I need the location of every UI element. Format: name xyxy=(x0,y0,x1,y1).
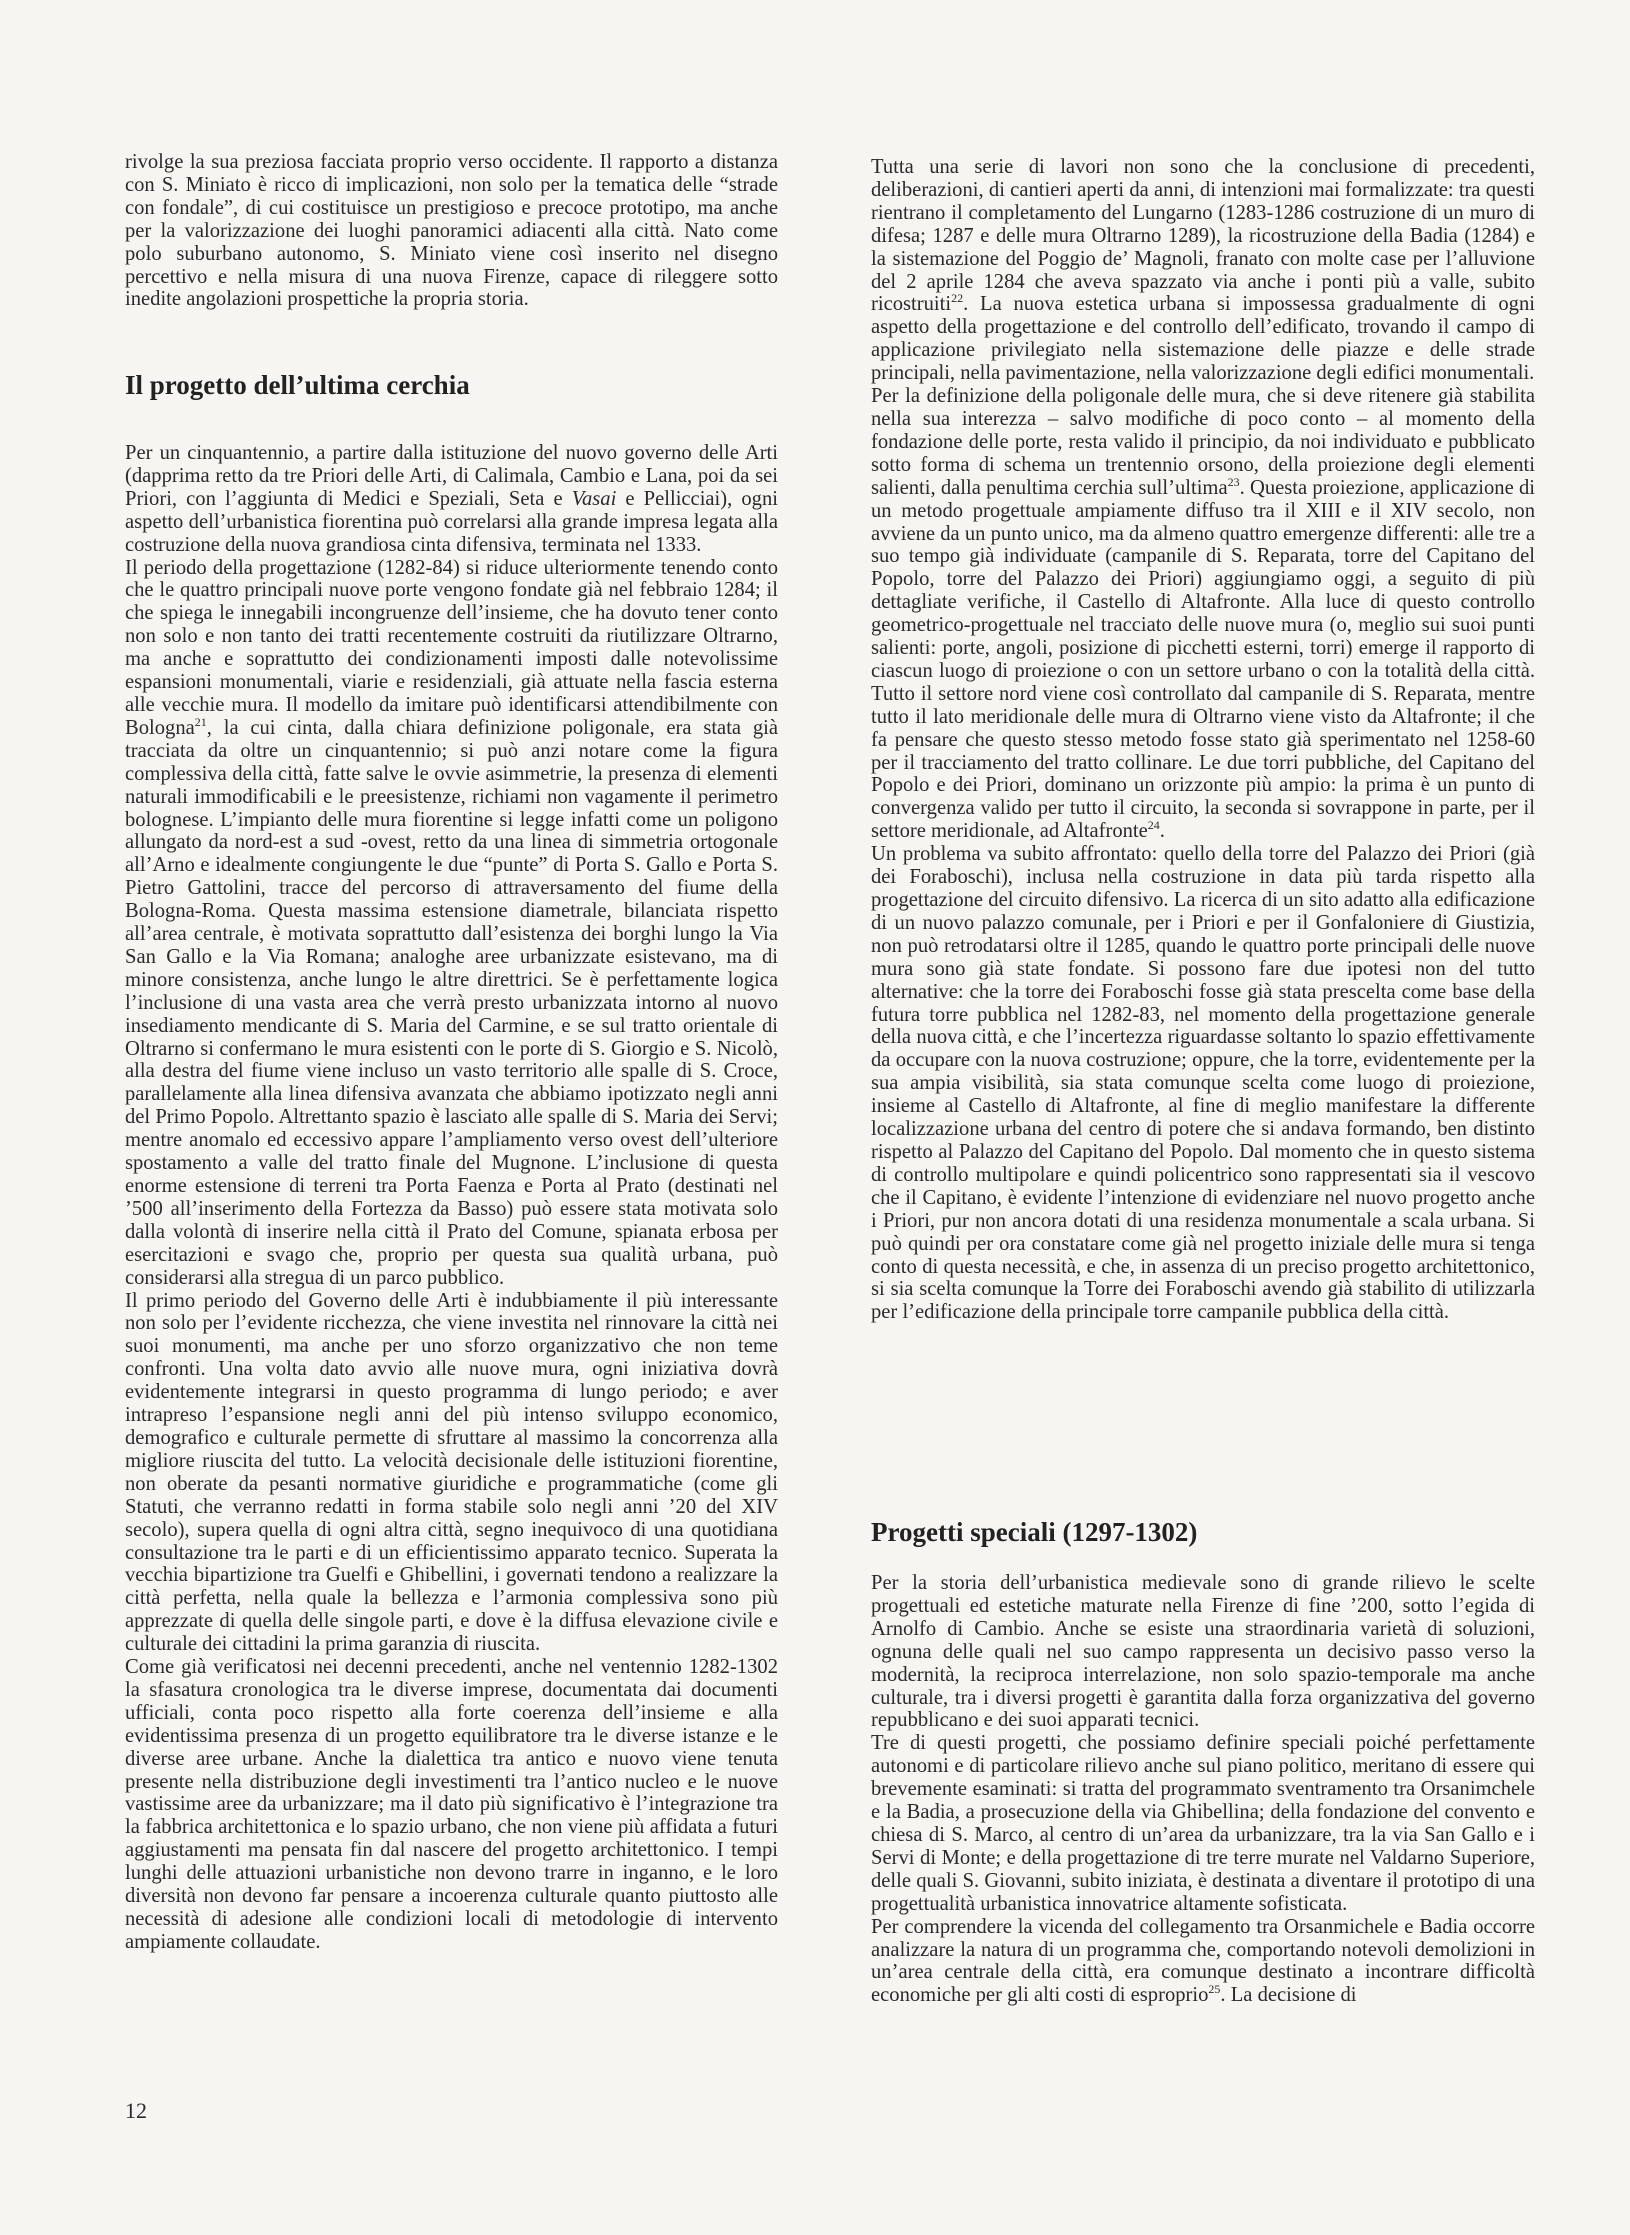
paragraph xyxy=(125,151,778,311)
progetti-speciali-text xyxy=(871,1572,1535,2007)
text-run: . La decisione di xyxy=(1220,1984,1357,2007)
text-run: Un problema va subito affrontato: quello della torre del Palazzo dei Priori (già dei Foraboschi), inclusa nella costruzione in data più tarda rispetto alla progettazione del circuito difensivo. La ricerca di un sito adatto alla edificazione di un nuovo palazzo comunale, per i Priori e per il Gonfaloniere di Giustizia, non può retrodatarsi oltre il 1285, quando le quattro porte principali delle nuove mura sono già state fondate. Si possono fare due ipotesi non del tutto alternative: che la torre dei Foraboschi fosse già stata prescelta come base della futura torre pubblica nel 1282-83, nel momento della progettazione generale della nuova città, e che l’incertezza riguardasse soltanto lo spazio effettivamente da occupare con la nuova costruzione; oppure, che la torre, evidentemente per la sua ampia visibilità, sia stata comunque scelta come luogo di proiezione, insieme al Castello di Altafronte, al fine di meglio manifestare la differente localizzazione urbana del centro di potere che si andava formando, ben distinto rispetto al Palazzo del Capitano del Popolo. Dal momento che in questo sistema di controllo multipolare e quindi policentrico sono rappresentati sia il vescovo che il Capitano, è evidente l’intenzione di evidenziare nel nuovo progetto anche i Priori, pur non ancora dotati di una residenza monumentale a scala urbana. Si può quindi per ora constatare come già nel progetto iniziale delle mura si tenga conto di questa necessità, e che, in assenza di un preciso progetto architettonico, si sia scelta comunque la Torre dei Foraboschi avendo già stabilito di utilizzarla per l’edificazione della principale torre campanile pubblica della città. xyxy=(871,843,1535,1324)
right-body-text xyxy=(871,156,1535,1324)
text-run: e Pellicciai), ogni aspetto dell’urbanistica fiorentina può correlarsi alla grande impresa legata alla costruzione della nuova grandiosa cinta difensiva, terminata nel 1333. xyxy=(125,487,778,556)
text-run: Per un cinquantennio, a partire dalla istituzione del nuovo governo delle Arti (dapprima retto da tre Priori delle Arti, di Calimala, Cambio e Lana, poi da sei Priori, con l’aggiunta di Medici e Speziali, Seta e xyxy=(125,442,778,510)
paragraph xyxy=(871,1572,1535,1732)
text-run: , la cui cinta, dalla chiara definizione poligonale, era stata già tracciata da oltre un cinquantennio; si può anzi notare come la figura complessiva della città, fatte salve le ovvie asimmetrie, la presenza di elementi naturali immodificabili e le preesistenze, richiami non vagamente il perimetro bolognese. L’impianto delle mura fiorentine si legge infatti come un poligono allungato da nord-est a sud -ovest, retto da una linea di simmetria ortogonale all’Arno e idealmente congiungente le due “punte” di Porta S. Gallo e Porta S. Pietro Gattolini, tracce del percorso di attraversamento del fiume della Bologna-Roma. Questa massima estensione diametrale, bilanciata rispetto all’area centrale, è motivata soprattutto dall’esistenza dei borghi lungo la Via San Gallo e la Via Romana; analoghe aree urbanizzate esistevano, ma di minore consistenza, anche lungo le altre direttrici. Se è perfettamente logica l’inclusione di una vasta area che verrà presto urbanizzata intorno al nuovo insediamento mendicante di S. Maria del Carmine, e se sul tratto orientale di Oltrarno si confermano le mura esistenti con le porte di S. Giorgio e S. Nicolò, alla destra del fiume viene incluso un vasto territorio alle spalle di S. Croce, parallelamente alla linea difensiva avanzata che abbiamo ipotizzato negli anni del Primo Popolo. Altrettanto spazio è lasciato alle spalle di S. Maria dei Servi; mentre anomalo ed eccessivo appare l’ampliamento verso ovest dell’ulteriore spostamento a valle del tratto finale del Mugnone. L’inclusione di questa enorme estensione di terreni tra Porta Faenza e Porta al Prato (destinati nel ’500 all’inserimento della Fortezza da Basso) può essere stata motivata solo dalla volontà di inserire nella città il Prato del Comune, spianata erbosa per esercitazioni e svago che, proprio per questa sua qualità urbana, può considerarsi alla stregua di un parco pubblico. xyxy=(125,716,778,1289)
footnote-ref: 23 xyxy=(1227,474,1240,489)
footnote-ref: 22 xyxy=(951,291,964,306)
section-heading-ultima-cerchia: Il progetto dell’ultima cerchia xyxy=(125,370,470,400)
intro-text xyxy=(125,151,778,311)
left-body-text xyxy=(125,442,778,1954)
text-run: Per la storia dell’urbanistica medievale sono di grande rilievo le scelte progettuali ed estetiche maturate nella Firenze di fine ’200, sotto l’egida di Arnolfo di Cambio. Anche se esiste una straordinaria varietà di soluzioni, ognuna delle quali nel suo campo rappresenta un decisivo passo verso la modernità, la reciproca interrelazione, non solo spazio-temporale ma anche culturale, tra i diversi progetti è garantita dalla forza organizzativa del governo repubblicano e dei suoi apparati tecnici. xyxy=(871,1572,1535,1732)
text-run: Vasai xyxy=(571,487,617,510)
page-number: 12 xyxy=(125,2098,147,2123)
footnote-ref: 24 xyxy=(1147,818,1160,833)
text-run: Per comprendere la vicenda del collegamento tra Orsanmichele e Badia occorre analizzare la natura di un programma che, comportando notevoli demolizioni in un’area centrale della città, era comunque destinato a incontrare difficoltà economiche per gli alti costi di esproprio xyxy=(871,1915,1535,2007)
section-heading-progetti-speciali: Progetti speciali (1297-1302) xyxy=(871,1517,1198,1547)
text-run: Tre di questi progetti, che possiamo definire speciali poiché perfettamente autonomi e di particolare rilievo anche sul piano politico, meritano di essere qui brevemente esaminati: si tratta del programmato sventramento tra Orsanimchele e la Badia, a prosecuzione della via Ghibellina; della fondazione del convento e chiesa di S. Marco, al centro di un’area da urbanizzare, tra la via San Gallo e i Servi di Monte; e della progettazione di tre terre murate nel Valdarno Superiore, delle quali S. Giovanni, subito iniziata, è destinata a diventare il prototipo di una progettualità urbanistica innovatrice altamente sofisticata. xyxy=(871,1732,1535,1915)
paragraph xyxy=(871,1732,1535,1915)
paragraph xyxy=(125,442,778,557)
text-run: rivolge la sua preziosa facciata proprio verso occidente. Il rapporto a distanza con S. Miniato è ricco di implicazioni, non solo per la tematica delle “strade con fondale”, di cui costituisce un prestigioso e precoce prototipo, ma anche per la valorizzazione dei luoghi panoramici adiacenti alla città. Nato come polo suburbano autonomo, S. Miniato viene così inserito nel disegno percettivo e nella misura di una nuova Firenze, capace di rileggere sotto inedite angolazioni prospettiche la propria storia. xyxy=(125,151,778,311)
text-run: Tutta una serie di lavori non sono che la conclusione di precedenti, deliberazioni, di cantieri aperti da anni, di intenzioni mai formalizzate: tra questi rientrano il completamento del Lungarno (1283-1286 costruzione di un muro di difesa; 1287 e delle mura Oltrarno 1289), la ricostruzione della Badia (1284) e la sistemazione del Poggio de’ Magnoli, franato con molte case per l’alluvione del 2 aprile 1284 che aveva spazzato via anche i ponti più a valle, subito ricostruiti xyxy=(871,156,1535,316)
paragraph xyxy=(125,1290,778,1657)
text-run: Il primo periodo del Governo delle Arti è indubbiamente il più interessante non solo per l’evidente ricchezza, che viene investita nel rinnovare la città nei suoi monumenti, ma anche per uno sforzo organizzativo che non teme confronti. Una volta dato avvio alle nuove mura, ogni iniziativa dovrà evidentemente integrarsi in questo programma di lungo periodo; e aver intrapreso l’espansione negli anni del più intenso sviluppo economico, demografico e culturale permette di sfruttare al massimo la concorrenza alla migliore riuscita del tutto. La velocità decisionale delle istituzioni fiorentine, non oberate da pesanti normative giuridiche e programmatiche (come gli Statuti, che verranno redatti in forma stabile solo negli anni ’20 del XIV secolo), supera quella di ogni altra città, segno inequivoco di una quotidiana consultazione tra le parti e di un efficientissimo apparato tecnico. Superata la vecchia bipartizione tra Guelfi e Ghibellini, i governati tendono a realizzare la città perfetta, nella quale la bellezza e l’armonia complessiva sono più apprezzate di quella delle singole parti, e dove è la diffusa elevazione civile e culturale dei cittadini la prima garanzia di riuscita. xyxy=(125,1289,778,1656)
paragraph xyxy=(871,156,1535,385)
paragraph xyxy=(871,843,1535,1324)
text-run: Per la definizione della poligonale delle mura, che si deve ritenere già stabilita nella sua interezza – salvo modifiche di poco conto – al momento della fondazione delle porte, resta valido il principio, da noi individuato e pubblicato sotto forma di schema un trentennio orsono, della proiezione degli elementi salienti, dalla penultima cerchia sull’ultima xyxy=(871,385,1535,499)
paragraph xyxy=(871,1916,1535,2008)
footnote-ref: 25 xyxy=(1208,1982,1221,1997)
text-run: . xyxy=(1159,820,1165,843)
footnote-ref: 21 xyxy=(194,715,207,730)
paragraph xyxy=(125,557,778,1290)
text-run: Il periodo della progettazione (1282-84) si riduce ulteriormente tenendo conto che le quattro principali nuove porte vengono fondate già nel febbraio 1284; il che spiega le innegabili incongruenze dell’insieme, che ha dovuto tener conto non solo e non tanto dei tratti recentemente costruiti da riutilizzare Oltrarno, ma anche e soprattutto dei condizionamenti imposti dalle notevolissime espansioni monumentali, viarie e residenziali, già attuate nella fascia esterna alle vecchie mura. Il modello da imitare può identificarsi attendibilmente con Bologna xyxy=(125,556,778,739)
paragraph xyxy=(871,385,1535,843)
text-run: . Questa proiezione, applicazione di un metodo progettuale ampiamente diffuso tra il XIII e il XIV secolo, non avviene da un punto unico, ma da almeno quattro emergenze differenti: alle tre a suo tempo già individuate (campanile di S. Reparata, torre del Capitano del Popolo, torre del Palazzo dei Priori) aggiungiamo oggi, a seguito di più dettagliate verifiche, il Castello di Altafronte. Alla luce di questo controllo geometrico-progettuale nel tracciato delle nuove mura (o, meglio sui suoi punti salienti: porte, angoli, posizione di picchetti esterni, torri) emerge il rapporto di ciascun luogo di proiezione o con un settore urbano o con la totalità della città. Tutto il settore nord viene così controllato dal campanile di S. Reparata, mentre tutto il lato meridionale delle mura di Oltrarno viene visto da Altafronte; il che fa pensare che questo stesso metodo fosse stato già sperimentato nel 1258-60 per il tracciamento del tratto collinare. Le due torri pubbliche, del Capitano del Popolo e dei Priori, dominano un orizzonte più ampio: la prima è un punto di convergenza valido per tutto il circuito, la seconda si sovrappone in parte, per il settore meridionale, ad Altafronte xyxy=(871,476,1535,843)
text-run: . La nuova estetica urbana si impossessa gradualmente di ogni aspetto della progettazione e del controllo dell’edificato, trovando il campo di applicazione privilegiato nella sistemazione delle piazze e delle strade principali, nella pavimentazione, nella valorizzazione degli edifici monumentali. xyxy=(871,293,1535,385)
paragraph xyxy=(125,1656,778,1954)
text-run: Come già verificatosi nei decenni precedenti, anche nel ventennio 1282-1302 la sfasatura cronologica tra le diverse imprese, documentata dai documenti ufficiali, conta poco rispetto alla forte coerenza dell’insieme e alla evidentissima presenza di un progetto equilibratore tra le diverse istanze e le diverse aree urbane. Anche la dialettica tra antico e nuovo viene tenuta presente nella distribuzione degli investimenti tra l’antico nucleo e le nuove vastissime aree da urbanizzare; ma il dato più significativo è l’integrazione tra la fabbrica architettonica e lo spazio urbano, che non viene più affidata a futuri aggiustamenti ma pensata fin dal nascere del progetto architettonico. I tempi lunghi delle attuazioni urbanistiche non devono trarre in inganno, e le loro diversità non devono far pensare a incoerenza culturale quanto piuttosto alle necessità di adesione alle condizioni locali di metodologie di intervento ampiamente collaudate. xyxy=(125,1656,778,1953)
